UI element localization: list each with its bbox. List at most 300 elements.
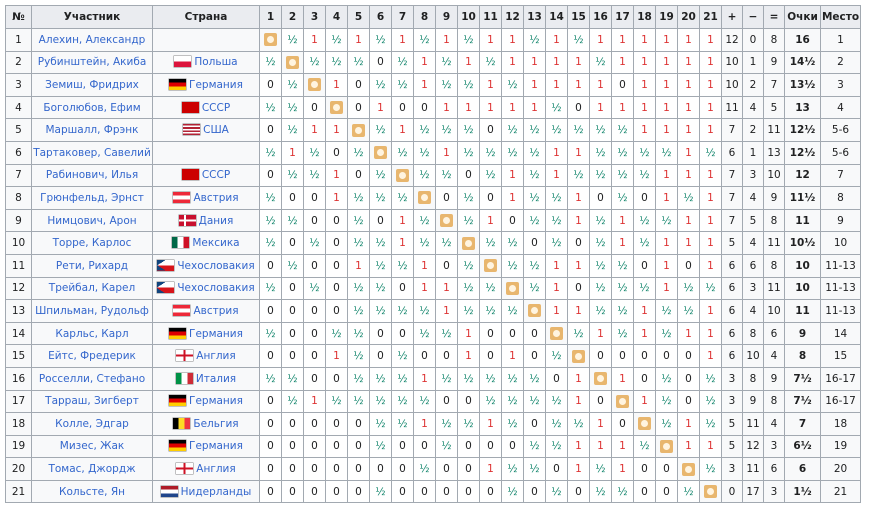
result-cell: ½ xyxy=(458,209,480,232)
result-cell: ½ xyxy=(414,141,436,164)
country-link[interactable]: Австрия xyxy=(193,191,239,204)
wins-cell: 3 xyxy=(722,390,743,413)
result-cell: 1 xyxy=(502,51,524,74)
result-cell: 1 xyxy=(326,119,348,142)
player-name-link[interactable]: Рабинович, Илья xyxy=(45,169,139,182)
result-cell: 1 xyxy=(656,29,678,52)
result-cell: ½ xyxy=(678,277,700,300)
result-cell: ½ xyxy=(436,413,458,436)
result-cell xyxy=(634,413,656,436)
result-cell: ½ xyxy=(458,277,480,300)
player-name-link[interactable]: Рети, Рихард xyxy=(55,259,129,272)
result-cell: 1 xyxy=(590,29,612,52)
result-cell: 0 xyxy=(436,480,458,503)
flag-pl-icon xyxy=(174,56,191,67)
result-cell: 1 xyxy=(634,390,656,413)
result-cell: 0 xyxy=(260,119,282,142)
result-cell: ½ xyxy=(700,141,722,164)
result-cell: ½ xyxy=(326,390,348,413)
result-cell: 1 xyxy=(678,164,700,187)
losses-cell: 2 xyxy=(743,74,764,97)
result-cell: 0 xyxy=(282,435,304,458)
country-link[interactable]: Чехословакия xyxy=(177,282,255,295)
result-cell: 0 xyxy=(348,413,370,436)
table-row xyxy=(6,458,861,481)
result-cell: ½ xyxy=(590,300,612,323)
result-cell: ½ xyxy=(656,209,678,232)
result-cell: 1 xyxy=(634,300,656,323)
result-cell: 0 xyxy=(326,277,348,300)
result-cell: ½ xyxy=(700,390,722,413)
flag-de-icon xyxy=(169,328,186,339)
player-name-cell xyxy=(32,29,153,52)
country-cell xyxy=(153,480,260,503)
country-link[interactable]: Германия xyxy=(189,327,243,340)
result-cell: ½ xyxy=(348,322,370,345)
result-cell xyxy=(546,322,568,345)
result-cell: 1 xyxy=(414,367,436,390)
place-cell: 5-6 xyxy=(821,141,861,164)
table-row xyxy=(6,141,861,164)
table-row xyxy=(6,367,861,390)
losses-cell: 3 xyxy=(743,164,764,187)
self-game-icon xyxy=(308,78,321,91)
result-cell: 0 xyxy=(414,345,436,368)
result-cell: ½ xyxy=(392,345,414,368)
draws-cell: 5 xyxy=(764,96,785,119)
country-cell xyxy=(153,300,260,323)
player-name-link[interactable]: Торре, Карлос xyxy=(52,237,132,250)
losses-cell: 12 xyxy=(743,435,764,458)
result-cell: 0 xyxy=(480,435,502,458)
self-game-icon xyxy=(572,350,585,363)
result-cell: ½ xyxy=(304,51,326,74)
row-number: 15 xyxy=(6,345,32,368)
country-link[interactable]: Нидерланды xyxy=(180,485,252,498)
player-name-link[interactable]: Рубинштейн, Акиба xyxy=(37,56,147,69)
result-cell: 0 xyxy=(524,232,546,255)
result-cell: ½ xyxy=(524,141,546,164)
points-cell: 1½ xyxy=(785,480,821,503)
result-cell: ½ xyxy=(304,141,326,164)
country-link[interactable]: Австрия xyxy=(193,304,239,317)
result-cell: ½ xyxy=(590,119,612,142)
player-name-cell xyxy=(32,300,153,323)
column-header: 5 xyxy=(348,6,370,29)
losses-cell: 11 xyxy=(743,413,764,436)
wins-cell: 7 xyxy=(722,187,743,210)
result-cell: 0 xyxy=(502,322,524,345)
player-name-link[interactable]: Карльс, Карл xyxy=(55,327,129,340)
points-cell: 16 xyxy=(785,29,821,52)
row-number: 1 xyxy=(6,29,32,52)
result-cell: ½ xyxy=(524,119,546,142)
result-cell: ½ xyxy=(370,187,392,210)
player-name-link[interactable]: Росселли, Стефано xyxy=(38,372,146,385)
player-name-link[interactable]: Маршалл, Фрэнк xyxy=(45,124,139,137)
result-cell: ½ xyxy=(282,119,304,142)
self-game-icon xyxy=(352,124,365,137)
player-name-link[interactable]: Мизес, Жак xyxy=(59,440,125,453)
player-name-cell xyxy=(32,74,153,97)
player-name-link[interactable]: Кольсте, Ян xyxy=(59,485,125,498)
wins-cell: 5 xyxy=(722,413,743,436)
result-cell: ½ xyxy=(524,164,546,187)
column-header: 9 xyxy=(436,6,458,29)
header-row xyxy=(6,6,861,29)
player-name-link[interactable]: Томас, Джордж xyxy=(48,463,136,476)
result-cell: 1 xyxy=(656,164,678,187)
column-header: 10 xyxy=(458,6,480,29)
player-name-cell xyxy=(32,367,153,390)
self-game-icon xyxy=(484,259,497,272)
result-cell: 1 xyxy=(678,232,700,255)
result-cell: 1 xyxy=(348,254,370,277)
result-cell: 0 xyxy=(348,458,370,481)
result-cell: ½ xyxy=(392,300,414,323)
row-number: 9 xyxy=(6,209,32,232)
result-cell: 0 xyxy=(304,480,326,503)
row-number: 19 xyxy=(6,435,32,458)
result-cell: 0 xyxy=(326,232,348,255)
result-cell: ½ xyxy=(458,74,480,97)
points-cell: 11½ xyxy=(785,187,821,210)
result-cell: ½ xyxy=(458,119,480,142)
result-cell: ½ xyxy=(568,119,590,142)
result-cell: 1 xyxy=(304,119,326,142)
player-name-link[interactable]: Нимцович, Арон xyxy=(47,214,137,227)
flag-su-icon xyxy=(182,169,199,180)
place-cell: 9 xyxy=(821,209,861,232)
losses-cell: 9 xyxy=(743,390,764,413)
column-header: 19 xyxy=(656,6,678,29)
player-name-link[interactable]: Тартаковер, Савелий xyxy=(33,146,151,159)
result-cell: 1 xyxy=(348,29,370,52)
result-cell: 1 xyxy=(568,435,590,458)
result-cell: ½ xyxy=(282,74,304,97)
points-cell: 10 xyxy=(785,277,821,300)
column-header: 7 xyxy=(392,6,414,29)
result-cell: 0 xyxy=(370,209,392,232)
result-cell: 1 xyxy=(458,345,480,368)
result-cell: ½ xyxy=(678,300,700,323)
result-cell: 0 xyxy=(392,435,414,458)
country-link[interactable]: Германия xyxy=(189,440,243,453)
points-cell: 14½ xyxy=(785,51,821,74)
player-name-cell xyxy=(32,164,153,187)
self-game-icon xyxy=(330,101,343,114)
country-cell xyxy=(153,458,260,481)
result-cell: 0 xyxy=(656,458,678,481)
result-cell: 0 xyxy=(370,345,392,368)
country-link[interactable]: Мексика xyxy=(192,237,240,250)
result-cell: ½ xyxy=(458,141,480,164)
self-game-icon xyxy=(286,56,299,69)
result-cell: 1 xyxy=(480,413,502,436)
flag-mx-icon xyxy=(172,237,189,248)
result-cell: ½ xyxy=(458,29,480,52)
result-cell: 0 xyxy=(480,480,502,503)
result-cell: ½ xyxy=(700,367,722,390)
result-cell: 1 xyxy=(392,232,414,255)
result-cell: ½ xyxy=(480,141,502,164)
result-cell: 1 xyxy=(700,209,722,232)
wins-cell: 0 xyxy=(722,480,743,503)
country-link[interactable]: Бельгия xyxy=(193,417,239,430)
result-cell: 1 xyxy=(502,96,524,119)
player-name-link[interactable]: Земиш, Фридрих xyxy=(45,78,139,91)
column-header: 6 xyxy=(370,6,392,29)
result-cell: 1 xyxy=(480,209,502,232)
row-number: 10 xyxy=(6,232,32,255)
result-cell: 1 xyxy=(568,141,590,164)
result-cell: 1 xyxy=(502,345,524,368)
result-cell: 1 xyxy=(524,51,546,74)
flag-be-icon xyxy=(173,418,190,429)
country-link[interactable]: Германия xyxy=(189,78,243,91)
player-name-link[interactable]: Трейбал, Карел xyxy=(48,282,136,295)
result-cell: 0 xyxy=(502,435,524,458)
draws-cell: 11 xyxy=(764,232,785,255)
place-cell: 16-17 xyxy=(821,367,861,390)
losses-cell: 5 xyxy=(743,209,764,232)
result-cell: ½ xyxy=(634,164,656,187)
column-header: Очки xyxy=(785,6,821,29)
result-cell: ½ xyxy=(348,367,370,390)
result-cell: ½ xyxy=(634,209,656,232)
result-cell: 1 xyxy=(700,164,722,187)
result-cell: 1 xyxy=(590,322,612,345)
country-link[interactable]: Италия xyxy=(195,372,237,385)
result-cell: ½ xyxy=(480,367,502,390)
player-name-link[interactable]: Колле, Эдгар xyxy=(55,417,129,430)
country-link[interactable]: Англия xyxy=(196,350,236,363)
result-cell: ½ xyxy=(612,187,634,210)
column-header: Место xyxy=(821,6,861,29)
column-header: 12 xyxy=(502,6,524,29)
result-cell: ½ xyxy=(546,413,568,436)
result-cell: 1 xyxy=(436,300,458,323)
player-name-link[interactable]: Ейтс, Фредерик xyxy=(48,350,136,363)
column-header: 15 xyxy=(568,6,590,29)
country-cell xyxy=(153,119,260,142)
result-cell xyxy=(678,458,700,481)
result-cell: 1 xyxy=(656,254,678,277)
result-cell xyxy=(590,367,612,390)
result-cell: ½ xyxy=(326,29,348,52)
result-cell: 0 xyxy=(590,390,612,413)
flag-it-icon xyxy=(176,373,193,384)
result-cell: 0 xyxy=(370,458,392,481)
player-name-cell xyxy=(32,232,153,255)
result-cell: ½ xyxy=(260,96,282,119)
result-cell: 1 xyxy=(546,277,568,300)
draws-cell: 8 xyxy=(764,390,785,413)
country-cell xyxy=(153,51,260,74)
result-cell: 0 xyxy=(260,74,282,97)
result-cell: 1 xyxy=(678,322,700,345)
table-row xyxy=(6,51,861,74)
result-cell: ½ xyxy=(524,29,546,52)
result-cell: 1 xyxy=(436,96,458,119)
result-cell: ½ xyxy=(656,322,678,345)
result-cell: 1 xyxy=(546,51,568,74)
result-cell: 0 xyxy=(260,300,282,323)
result-cell: 1 xyxy=(700,119,722,142)
result-cell: 1 xyxy=(568,390,590,413)
result-cell: ½ xyxy=(524,187,546,210)
result-cell: 0 xyxy=(458,164,480,187)
result-cell: 1 xyxy=(700,322,722,345)
row-number: 2 xyxy=(6,51,32,74)
row-number: 3 xyxy=(6,74,32,97)
draws-cell: 6 xyxy=(764,458,785,481)
place-cell: 15 xyxy=(821,345,861,368)
place-cell: 5-6 xyxy=(821,119,861,142)
result-cell: 0 xyxy=(590,345,612,368)
country-cell xyxy=(153,413,260,436)
result-cell: ½ xyxy=(370,435,392,458)
player-name-link[interactable]: Шпильман, Рудольф xyxy=(35,304,149,317)
country-link[interactable]: СССР xyxy=(201,169,231,182)
result-cell: ½ xyxy=(392,367,414,390)
result-cell: ½ xyxy=(590,209,612,232)
row-number: 17 xyxy=(6,390,32,413)
country-cell xyxy=(153,322,260,345)
result-cell: 1 xyxy=(700,74,722,97)
draws-cell: 11 xyxy=(764,119,785,142)
result-cell: 0 xyxy=(392,322,414,345)
table-row xyxy=(6,254,861,277)
result-cell: 0 xyxy=(282,277,304,300)
result-cell: ½ xyxy=(282,254,304,277)
player-name-link[interactable]: Боголюбов, Ефим xyxy=(43,101,141,114)
result-cell: ½ xyxy=(634,277,656,300)
result-cell xyxy=(348,119,370,142)
result-cell: 1 xyxy=(282,141,304,164)
losses-cell: 0 xyxy=(743,29,764,52)
place-cell: 11-13 xyxy=(821,254,861,277)
result-cell: 1 xyxy=(634,51,656,74)
country-link[interactable]: США xyxy=(203,124,229,137)
column-header: 21 xyxy=(700,6,722,29)
result-cell: 0 xyxy=(634,345,656,368)
losses-cell: 4 xyxy=(743,232,764,255)
player-name-link[interactable]: Грюнфельд, Эрнст xyxy=(40,191,144,204)
row-number: 16 xyxy=(6,367,32,390)
result-cell: 0 xyxy=(282,187,304,210)
player-name-link[interactable]: Тарраш, Зигберт xyxy=(45,395,139,408)
country-cell xyxy=(153,367,260,390)
result-cell: 0 xyxy=(436,254,458,277)
country-link[interactable]: Англия xyxy=(196,463,236,476)
result-cell: 1 xyxy=(568,51,590,74)
result-cell: 1 xyxy=(678,119,700,142)
country-link[interactable]: Чехословакия xyxy=(177,259,255,272)
player-name-link[interactable]: Алехин, Александр xyxy=(38,33,146,46)
row-number: 13 xyxy=(6,300,32,323)
result-cell: 0 xyxy=(436,458,458,481)
country-cell xyxy=(153,209,260,232)
column-header: = xyxy=(764,6,785,29)
result-cell: 0 xyxy=(260,435,282,458)
result-cell xyxy=(458,232,480,255)
result-cell: 1 xyxy=(392,119,414,142)
result-cell: 0 xyxy=(458,435,480,458)
result-cell: ½ xyxy=(392,413,414,436)
result-cell: 1 xyxy=(634,96,656,119)
draws-cell: 8 xyxy=(764,29,785,52)
table-row xyxy=(6,435,861,458)
result-cell: ½ xyxy=(458,254,480,277)
result-cell: 0 xyxy=(304,367,326,390)
self-game-icon xyxy=(264,33,277,46)
country-link[interactable]: Польша xyxy=(194,56,238,69)
result-cell: ½ xyxy=(524,458,546,481)
country-cell xyxy=(153,232,260,255)
result-cell: 1 xyxy=(326,164,348,187)
result-cell: ½ xyxy=(524,367,546,390)
losses-cell: 4 xyxy=(743,187,764,210)
table-row xyxy=(6,187,861,210)
result-cell: 1 xyxy=(612,232,634,255)
result-cell: 0 xyxy=(458,390,480,413)
country-link[interactable]: Германия xyxy=(189,395,243,408)
result-cell: 0 xyxy=(634,480,656,503)
result-cell: 0 xyxy=(370,51,392,74)
result-cell: 1 xyxy=(634,29,656,52)
wins-cell: 5 xyxy=(722,232,743,255)
result-cell: ½ xyxy=(678,480,700,503)
result-cell: ½ xyxy=(612,164,634,187)
draws-cell: 9 xyxy=(764,367,785,390)
result-cell: ½ xyxy=(348,141,370,164)
result-cell: 0 xyxy=(480,322,502,345)
points-cell: 7 xyxy=(785,413,821,436)
result-cell: ½ xyxy=(656,413,678,436)
points-cell: 7½ xyxy=(785,390,821,413)
wins-cell: 3 xyxy=(722,367,743,390)
result-cell xyxy=(524,300,546,323)
result-cell: ½ xyxy=(282,367,304,390)
place-cell: 4 xyxy=(821,96,861,119)
result-cell: ½ xyxy=(260,322,282,345)
wins-cell: 6 xyxy=(722,345,743,368)
result-cell: ½ xyxy=(612,322,634,345)
result-cell: ½ xyxy=(546,119,568,142)
losses-cell: 8 xyxy=(743,322,764,345)
place-cell: 3 xyxy=(821,74,861,97)
result-cell: 1 xyxy=(700,187,722,210)
result-cell: ½ xyxy=(656,367,678,390)
result-cell: ½ xyxy=(370,300,392,323)
draws-cell: 13 xyxy=(764,141,785,164)
country-cell xyxy=(153,187,260,210)
result-cell: ½ xyxy=(634,141,656,164)
country-link[interactable]: СССР xyxy=(201,101,231,114)
draws-cell: 10 xyxy=(764,164,785,187)
result-cell: ½ xyxy=(260,141,282,164)
result-cell: 0 xyxy=(348,96,370,119)
result-cell xyxy=(326,96,348,119)
country-link[interactable]: Дания xyxy=(198,214,234,227)
result-cell: 1 xyxy=(546,164,568,187)
player-name-cell xyxy=(32,187,153,210)
result-cell: 1 xyxy=(304,390,326,413)
losses-cell: 4 xyxy=(743,96,764,119)
result-cell: 1 xyxy=(568,367,590,390)
result-cell: ½ xyxy=(480,277,502,300)
